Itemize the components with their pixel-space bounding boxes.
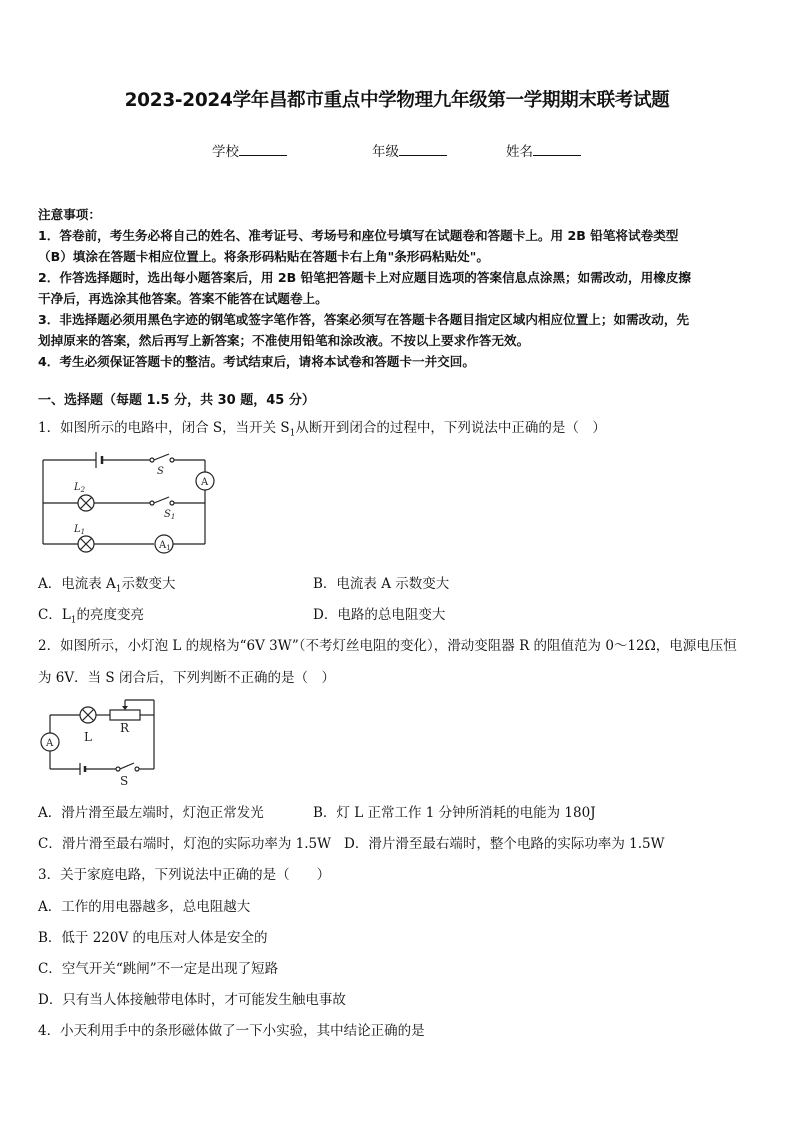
label-s: S: [157, 466, 164, 477]
notes-line: 干净后，再选涂其他答案。答案不能答在试题卷上。: [38, 291, 328, 306]
notes-line: 2．作答选择题时，选出每小题答案后，用 2B 铅笔把答题卡上对应题目选项的答案信息点涂黑；如需改动，用橡皮擦: [38, 270, 691, 285]
label-l1: $L_1$: [74, 524, 86, 536]
label-a: A: [201, 477, 209, 488]
question-3-stem: 3．关于家庭电路，下列说法中正确的是（ ）: [38, 867, 331, 883]
name-field: [506, 140, 581, 160]
q2-circuit-diagram: [38, 695, 163, 787]
q2-option-d: D．滑片滑至最右端时，整个电路的实际功率为 1.5W: [344, 836, 665, 852]
q2-option-c: C．滑片滑至最右端时，灯泡的实际功率为 1.5W: [38, 836, 331, 852]
page-title: 2023-2024学年昌都市重点中学物理九年级第一学期期末联考试题: [124, 90, 670, 111]
question-2-stem-cont: 为 6V．当 S 闭合后，下列判断不正确的是（ ）: [38, 670, 335, 686]
grade-label: 年级: [372, 144, 399, 160]
notes-line: 1．答卷前，考生务必将自己的姓名、准考证号、考场号和座位号填写在试题卷和答题卡上。用 2B 铅笔将试卷类型: [38, 228, 679, 243]
switch-s-blade: [154, 454, 169, 460]
q3-option-b: B．低于 220V 的电压对人体是安全的: [38, 930, 268, 946]
q1-option-a: A．电流表 $A_1$示数变大: [38, 576, 176, 595]
label-l: L: [84, 730, 92, 744]
label-s1: $S_1$: [164, 509, 176, 521]
grade-blank: [399, 143, 447, 156]
switch-s-blade: [120, 763, 134, 769]
q3-option-c: C．空气开关“跳闸”不一定是出现了短路: [38, 961, 279, 977]
q1-option-c: C．$L_1$的亮度变亮: [38, 607, 145, 626]
notes-line: 4．考生必须保证答题卡的整洁。考试结束后，请将本试卷和答题卡一并交回。: [38, 354, 475, 369]
label-a: A: [46, 738, 54, 749]
q2-option-a: A．滑片滑至最左端时，灯泡正常发光: [38, 805, 264, 821]
switch-s-contact: [150, 458, 154, 462]
q1-circuit-diagram: [38, 448, 223, 560]
school-blank: [239, 143, 287, 156]
switch-s1-blade: [154, 497, 169, 503]
q3-option-a: A．工作的用电器越多，总电阻越大: [38, 899, 251, 915]
q1-option-b: B．电流表 A 示数变大: [313, 576, 450, 592]
rheostat-r: [110, 710, 140, 720]
name-label: 姓名: [506, 144, 533, 160]
school-label: 学校: [212, 144, 239, 160]
notes-line: 划掉原来的答案，然后再写上新答案；不准使用铅笔和涂改液。不按以上要求作答无效。: [38, 333, 530, 348]
notes-heading: 注意事项：: [38, 207, 101, 222]
name-blank: [533, 143, 581, 156]
notes-line: 3．非选择题必须用黑色字迹的钢笔或签字笔作答，答案必须写在答题卡各题目指定区域内相应位置上；如需改动，先: [38, 312, 690, 327]
grade-field: [372, 140, 447, 160]
question-1-stem: 1．如图所示的电路中，闭合 S，当开关 $S_1$从断开到闭合的过程中，下列说法中正确的是（ ）: [38, 420, 606, 439]
q1-option-d: D．电路的总电阻变大: [313, 607, 446, 623]
label-l2: $L_2$: [74, 482, 86, 494]
label-a1: $A_1$: [159, 540, 171, 552]
q3-option-d: D．只有当人体接触带电体时，才可能发生触电事故: [38, 992, 346, 1008]
label-r: R: [120, 721, 130, 735]
school-field: [212, 140, 287, 160]
section-heading: 一、选择题（每题 1.5 分，共 30 题，45 分）: [38, 393, 315, 408]
label-s: S: [120, 774, 129, 787]
question-4-stem: 4．小天利用手中的条形磁体做了一下小实验，其中结论正确的是: [38, 1023, 425, 1039]
q2-option-b: B．灯 L 正常工作 1 分钟所消耗的电能为 180J: [313, 805, 596, 821]
notes-line: （B）填涂在答题卡相应位置上。将条形码粘贴在答题卡右上角"条形码粘贴处"。: [38, 249, 489, 264]
question-2-stem: 2．如图所示，小灯泡 L 的规格为“6V 3W”（不考灯丝电阻的变化），滑动变阻器 R 的阻值范为 0～12Ω，电源电压恒: [38, 638, 737, 654]
